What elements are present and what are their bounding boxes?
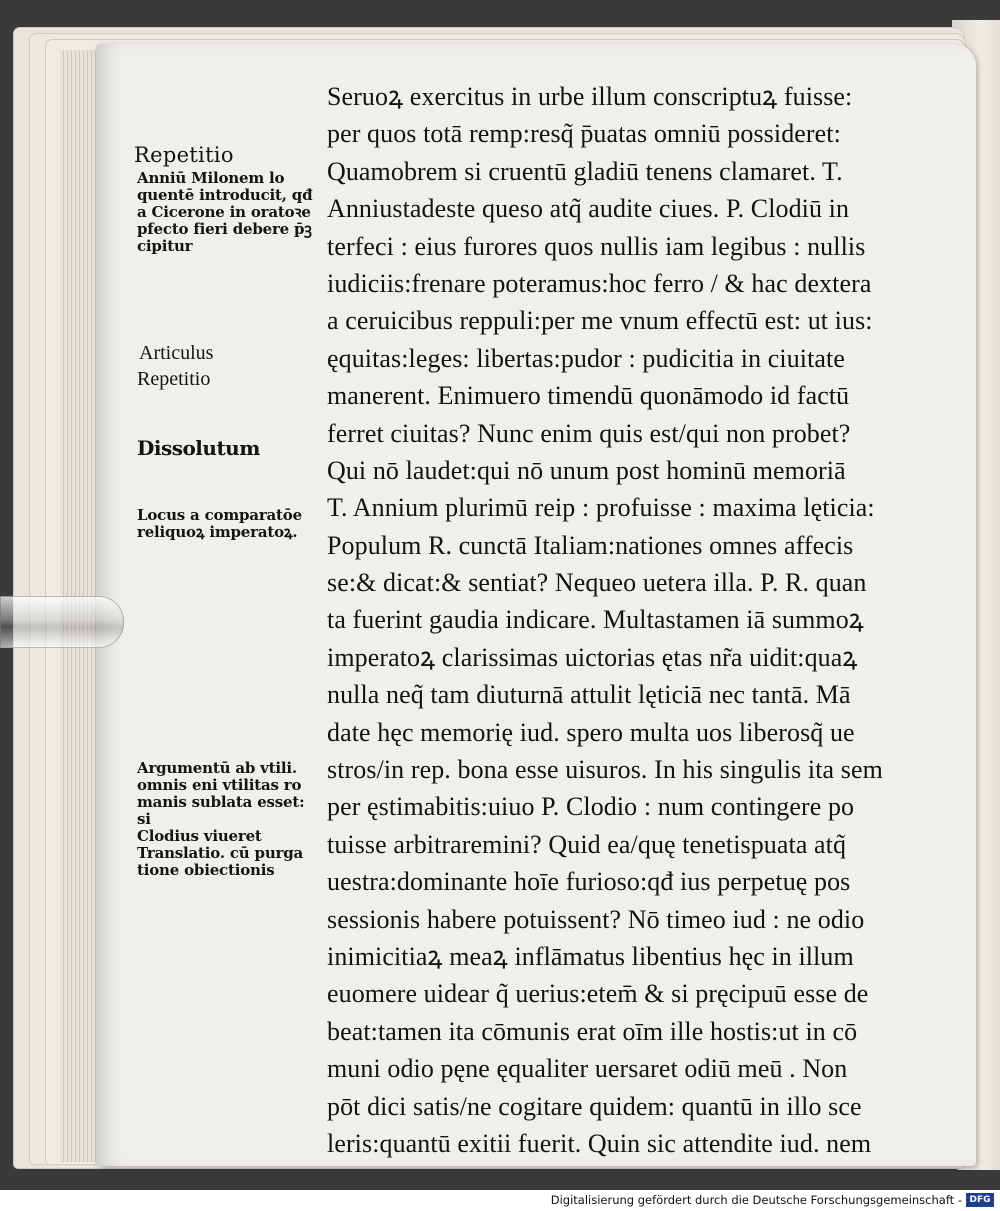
- margin-note-line: Translatio. cū purga: [137, 844, 304, 862]
- text-line: tuisse arbitraremini? Quid ea/quę tenetispuata atq̃: [327, 828, 847, 859]
- margin-note-repetitio-heading: Repetitio: [134, 143, 234, 167]
- margin-note-argumentum: [137, 760, 322, 879]
- text-line: nulla neq̃ tam diuturnā attulit lęticiā nec tantā. Mā: [327, 679, 851, 710]
- text-line: T. Annium plurimū reip : profuisse : maxima lęticia:: [327, 492, 875, 523]
- margin-note-repetitio-body: [137, 170, 317, 255]
- footer-bar: [0, 1190, 1000, 1211]
- dfg-logo-icon: DFG: [966, 1193, 994, 1207]
- margin-note-line: Argumentū ab vtili.: [137, 759, 297, 777]
- text-line: uestra:dominante hoīe furioso:qđ ius perpetuę pos: [327, 866, 851, 897]
- text-line: beat:tamen ita cōmunis erat oīm ille hostis:ut in cō: [327, 1015, 858, 1046]
- margin-note-line: Clodius viueret: [137, 827, 262, 845]
- text-line: Populum R. cunctā Italiam:nationes omnes affecis: [327, 529, 854, 560]
- margin-note-line: manis sublata esset: si: [137, 793, 305, 828]
- margin-note-line: quentē introducit, qđ: [137, 186, 313, 204]
- text-line: terfeci : eius furores quos nullis iam legibus : nullis: [327, 230, 866, 261]
- margin-note-line: cipitur: [137, 237, 193, 255]
- text-line: per ęstimabitis:uiuo P. Clodio : num contingere po: [327, 791, 855, 822]
- text-line: muni odio pęne ęqualiter uersaret odiū meū . Non: [327, 1053, 848, 1084]
- margin-note-dissolutum: Dissolutum: [137, 436, 260, 460]
- text-line: a ceruicibus reppuli:per me vnum effectū est: ut ius:: [327, 305, 873, 336]
- dfg-credit-text: Digitalisierung gefördert durch die Deutsche Forschungsgemeinschaft -: [550, 1193, 962, 1207]
- text-line: euomere uidear q̃ uerius:etem̄ & si pręcipuū esse de: [327, 978, 869, 1009]
- text-line: date hęc memorię iud. spero multa uos liberosq̃ ue: [327, 716, 855, 747]
- text-line: inimicitiaꝝ meaꝝ inflāmatus libentius hęc in illum: [327, 940, 854, 971]
- margin-note-repetitio-2: Repetitio: [137, 368, 211, 390]
- text-line: per quos totā remp:resq̃ p̄uatas omniū possideret:: [327, 118, 841, 149]
- margin-note-line: reliquoꝝ imperatoꝝ.: [137, 523, 298, 541]
- margin-note-line: omnis eni vtilitas ro: [137, 776, 302, 794]
- margin-note-line: pfecto fieri debere p̄ꝫ: [137, 220, 312, 238]
- text-line: ferret ciuitas? Nunc enim quis est/qui non probet?: [327, 417, 851, 448]
- text-line: pōt dici satis/ne cogitare quidem: quantū in illo sce: [327, 1090, 862, 1121]
- margin-note-locus: [137, 507, 322, 541]
- text-line: stros/in rep. bona esse uisuros. In his singulis ita sem: [327, 754, 883, 785]
- text-line: manerent. Enimuero timendū quonāmodo id factū: [327, 380, 850, 411]
- text-line: imperatoꝝ clarissimas uictorias ętas nr̃a uidit:quaꝝ: [327, 641, 858, 672]
- text-line: iudiciis:frenare poteramus:hoc ferro / & hac dextera: [327, 267, 872, 298]
- glass-page-weight: [0, 596, 124, 648]
- margin-note-line: Anniū Milonem lo: [137, 169, 285, 187]
- text-line: Anniustadeste queso atq̃ audite ciues. P. Clodiū in: [327, 193, 850, 224]
- text-line: sessionis habere potuissent? Nō timeo iud : ne odio: [327, 903, 865, 934]
- margin-note-line: tione obiectionis: [137, 861, 275, 879]
- text-line: Qui nō laudet:qui nō unum post hominū memoriā: [327, 454, 846, 485]
- text-line: ęquitas:leges: libertas:pudor : pudicitia in ciuitate: [327, 342, 845, 373]
- main-text-block: [327, 78, 927, 1162]
- margin-note-line: a Cicerone in oratoꝛe: [137, 203, 311, 221]
- text-line: ta fuerint gaudia indicare. Multastamen iā summoꝝ: [327, 604, 864, 635]
- margin-note-line: Locus a comparatōe: [137, 506, 302, 524]
- text-line: leris:quantū exitii fuerit. Quin sic attendite iud. nem: [327, 1127, 872, 1158]
- text-line: Seruoꝝ exercitus in urbe illum conscriptuꝝ fuisse:: [327, 81, 853, 111]
- text-line: Quamobrem si cruentū gladiū tenens clamaret. T.: [327, 155, 843, 186]
- margin-note-articulus: Articulus: [139, 342, 214, 364]
- text-line: se:& dicat:& sentiat? Nequeo uetera illa. P. R. quan: [327, 567, 867, 598]
